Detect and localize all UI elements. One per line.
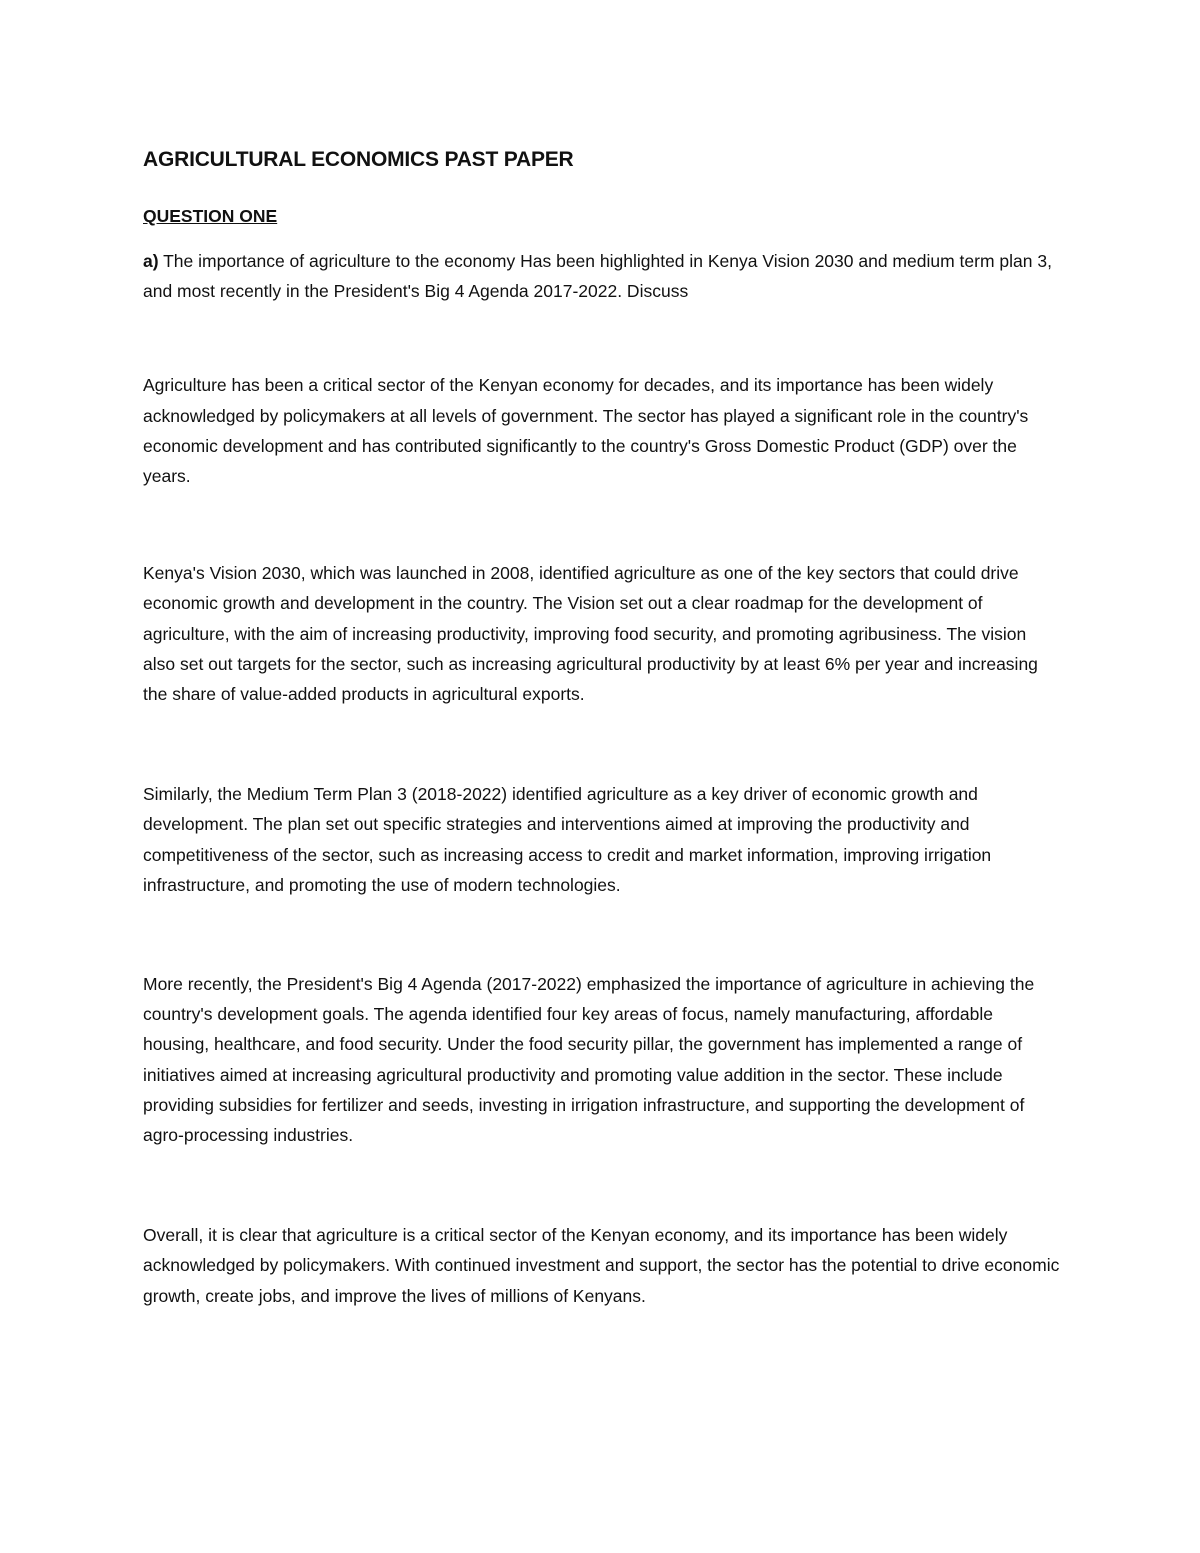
document-title: AGRICULTURAL ECONOMICS PAST PAPER bbox=[143, 148, 574, 171]
question-heading: QUESTION ONE bbox=[143, 206, 278, 226]
question-prompt bbox=[143, 246, 1061, 306]
document-body bbox=[143, 143, 1061, 1311]
answer-paragraph-conclusion: Overall, it is clear that agriculture is a critical sector of the Kenyan economy, and its importance has been widely acknowledged by policymakers. With continued investment and support, the sector has the potential to drive economic growth, create jobs, and improve the lives of millions of Kenyans. bbox=[143, 1225, 1060, 1306]
answer-paragraph-big-4-agenda: More recently, the President's Big 4 Agenda (2017-2022) emphasized the importance of agriculture in achieving the country's development goals. The agenda identified four key areas of focus, namely manufacturing, affordable housing, healthcare, and food security. Under the food security pillar, the government has implemented a range of initiatives aimed at increasing agricultural productivity and promoting value addition in the sector. These include providing subsidies for fertilizer and seeds, investing in irrigation infrastructure, and supporting the development of agro-processing industries. bbox=[143, 974, 1035, 1146]
answer-paragraph-intro: Agriculture has been a critical sector of the Kenyan economy for decades, and its importance has been widely acknowledged by policymakers at all levels of government. The sector has played a significant role in the country's economic development and has contributed significantly to the country's Gross Domestic Product (GDP) over the years. bbox=[143, 375, 1029, 487]
question-label: a) bbox=[143, 251, 159, 271]
answer-paragraph-mtp3: Similarly, the Medium Term Plan 3 (2018-2022) identified agriculture as a key driver of economic growth and development. The plan set out specific strategies and interventions aimed at improving the productivity and competitiveness of the sector, such as increasing access to credit and market information, improving irrigation infrastructure, and promoting the use of modern technologies. bbox=[143, 784, 992, 895]
answer-paragraph-vision-2030: Kenya's Vision 2030, which was launched in 2008, identified agriculture as one of the key sectors that could drive economic growth and development in the country. The Vision set out a clear roadmap for the development of agriculture, with the aim of increasing productivity, improving food security, and promoting agribusiness. The vision also set out targets for the sector, such as increasing agricultural productivity by at least 6% per year and increasing the share of value-added products in agricultural exports. bbox=[143, 563, 1038, 705]
question-text: The importance of agriculture to the economy Has been highlighted in Kenya Vision 2030 and medium term plan 3, and most recently in the President's Big 4 Agenda 2017-2022. Discuss bbox=[143, 251, 1052, 302]
